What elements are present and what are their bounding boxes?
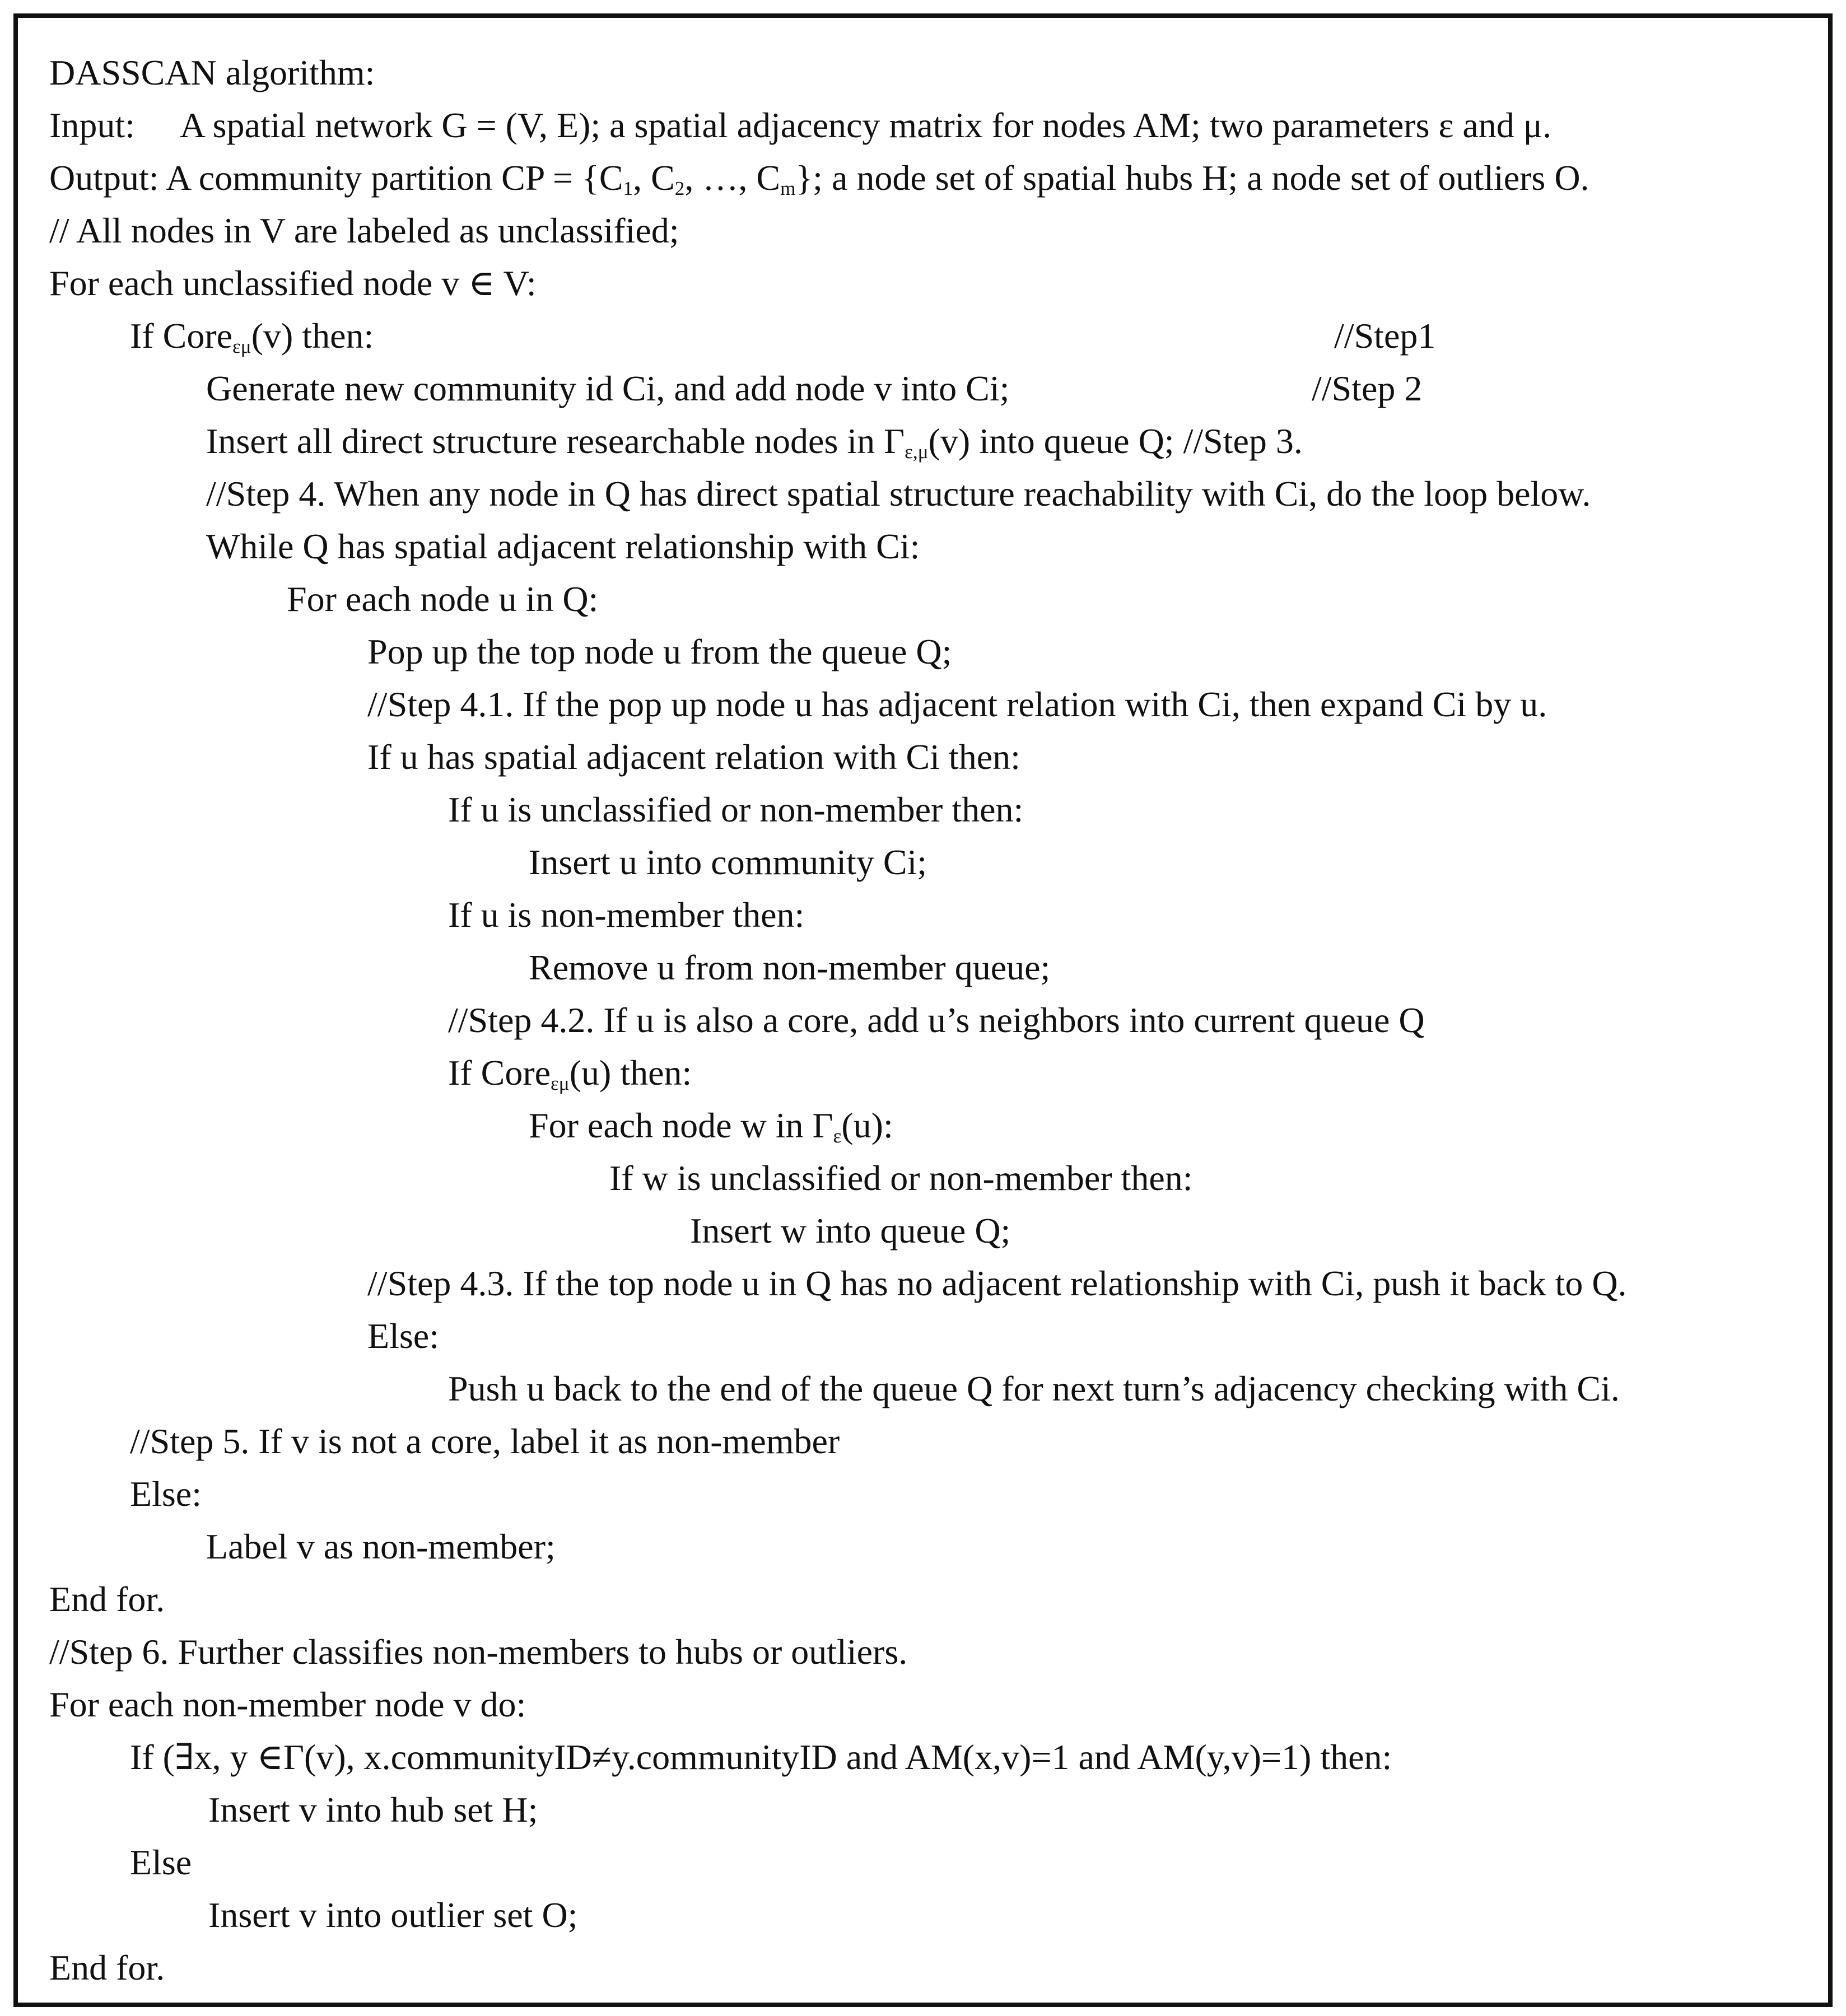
- output-text: A community partition CP = {C: [166, 158, 623, 198]
- algorithm-lines: [18, 18, 1828, 2003]
- algorithm-line: Push u back to the end of the queue Q for next turn’s adjacency checking with Ci.: [448, 1369, 1620, 1408]
- algorithm-line: [448, 1051, 692, 1095]
- algorithm-box: [13, 13, 1833, 2007]
- algorithm-line: Else:: [367, 1316, 439, 1356]
- output-subscript: 2: [674, 177, 685, 199]
- algorithm-line: Generate new community id Ci, and add node v into Ci;: [206, 368, 1010, 408]
- output-subscript: m: [780, 177, 796, 199]
- step-comment: //Step 2: [1312, 368, 1423, 408]
- algorithm-line: If (∃x, y ∈Γ(v), x.communityID≠y.communityID and AM(x,v)=1 and AM(y,v)=1) then:: [130, 1737, 1392, 1777]
- algorithm-line: While Q has spatial adjacent relationship with Ci:: [206, 526, 920, 566]
- algorithm-line: //Step 4.3. If the top node u in Q has no adjacent relationship with Ci, push it back to Q.: [367, 1263, 1627, 1303]
- algorithm-line: If u is unclassified or non-member then:: [448, 790, 1024, 829]
- input-label: Input:: [49, 105, 135, 145]
- line-subscript: ε,μ: [905, 440, 929, 463]
- algorithm-line: [529, 1103, 893, 1148]
- output-subscript: 1: [623, 177, 633, 199]
- output-text: }; a node set of spatial hubs H; a node set of outliers O.: [795, 158, 1589, 198]
- output-text: , …, C: [684, 158, 781, 198]
- algorithm-line: If w is unclassified or non-member then:: [609, 1158, 1193, 1198]
- algorithm-line: For each node u in Q:: [287, 579, 599, 619]
- algorithm-line: //Step 4. When any node in Q has direct spatial structure reachability with Ci, do the loop below.: [206, 474, 1591, 514]
- algorithm-line: Else: [130, 1842, 192, 1882]
- line-text: If Core: [130, 316, 233, 356]
- input-line: [49, 103, 1551, 148]
- line-subscript: ε: [833, 1124, 842, 1147]
- algorithm-line: For each unclassified node v ∈ V:: [49, 263, 537, 303]
- algorithm-line: Insert v into hub set H;: [208, 1790, 538, 1830]
- line-subscript: εμ: [551, 1072, 570, 1094]
- algorithm-line: End for.: [49, 1579, 165, 1619]
- line-text: (v) then:: [251, 316, 374, 356]
- algorithm-line: For each non-member node v do:: [49, 1684, 526, 1724]
- output-text: , C: [633, 158, 675, 198]
- algorithm-line: Pop up the top node u from the queue Q;: [367, 632, 952, 671]
- line-text: (u) then:: [569, 1053, 692, 1093]
- input-text: A spatial network G = (V, E); a spatial adjacency matrix for nodes AM; two parameters ε and μ.: [179, 105, 1552, 145]
- line-subscript: εμ: [232, 335, 251, 357]
- algorithm-line: [206, 419, 1303, 464]
- output-label: Output:: [49, 158, 159, 198]
- algorithm-line: //Step 4.1. If the pop up node u has adjacent relation with Ci, then expand Ci by u.: [367, 684, 1547, 724]
- algorithm-line: Else:: [130, 1474, 202, 1514]
- algorithm-title: DASSCAN algorithm:: [49, 53, 375, 92]
- algorithm-line: //Step 5. If v is not a core, label it as non-member: [130, 1421, 840, 1461]
- line-text: For each node w in Γ: [529, 1105, 833, 1145]
- algorithm-line: [130, 314, 374, 358]
- output-line: [49, 156, 1589, 200]
- line-text: If Core: [448, 1053, 551, 1093]
- line-text: (u):: [841, 1105, 893, 1145]
- algorithm-line: //Step 4.2. If u is also a core, add u’s neighbors into current queue Q: [448, 1000, 1425, 1040]
- algorithm-line: Insert u into community Ci;: [529, 842, 927, 882]
- step-comment: //Step1: [1334, 316, 1436, 356]
- line-text: Insert all direct structure researchable nodes in Γ: [206, 421, 905, 461]
- algorithm-line: Insert w into queue Q;: [690, 1211, 1011, 1250]
- algorithm-line: If u has spatial adjacent relation with Ci then:: [367, 737, 1020, 777]
- algorithm-line: // All nodes in V are labeled as unclassified;: [49, 211, 679, 250]
- algorithm-line: Label v as non-member;: [206, 1527, 556, 1566]
- algorithm-line: End for.: [49, 1948, 165, 1987]
- algorithm-line: //Step 6. Further classifies non-members to hubs or outliers.: [49, 1632, 908, 1672]
- algorithm-line: Remove u from non-member queue;: [529, 948, 1051, 987]
- line-text: (v) into queue Q; //Step 3.: [928, 421, 1303, 461]
- algorithm-line: Insert v into outlier set O;: [208, 1895, 578, 1935]
- algorithm-line: If u is non-member then:: [448, 895, 805, 935]
